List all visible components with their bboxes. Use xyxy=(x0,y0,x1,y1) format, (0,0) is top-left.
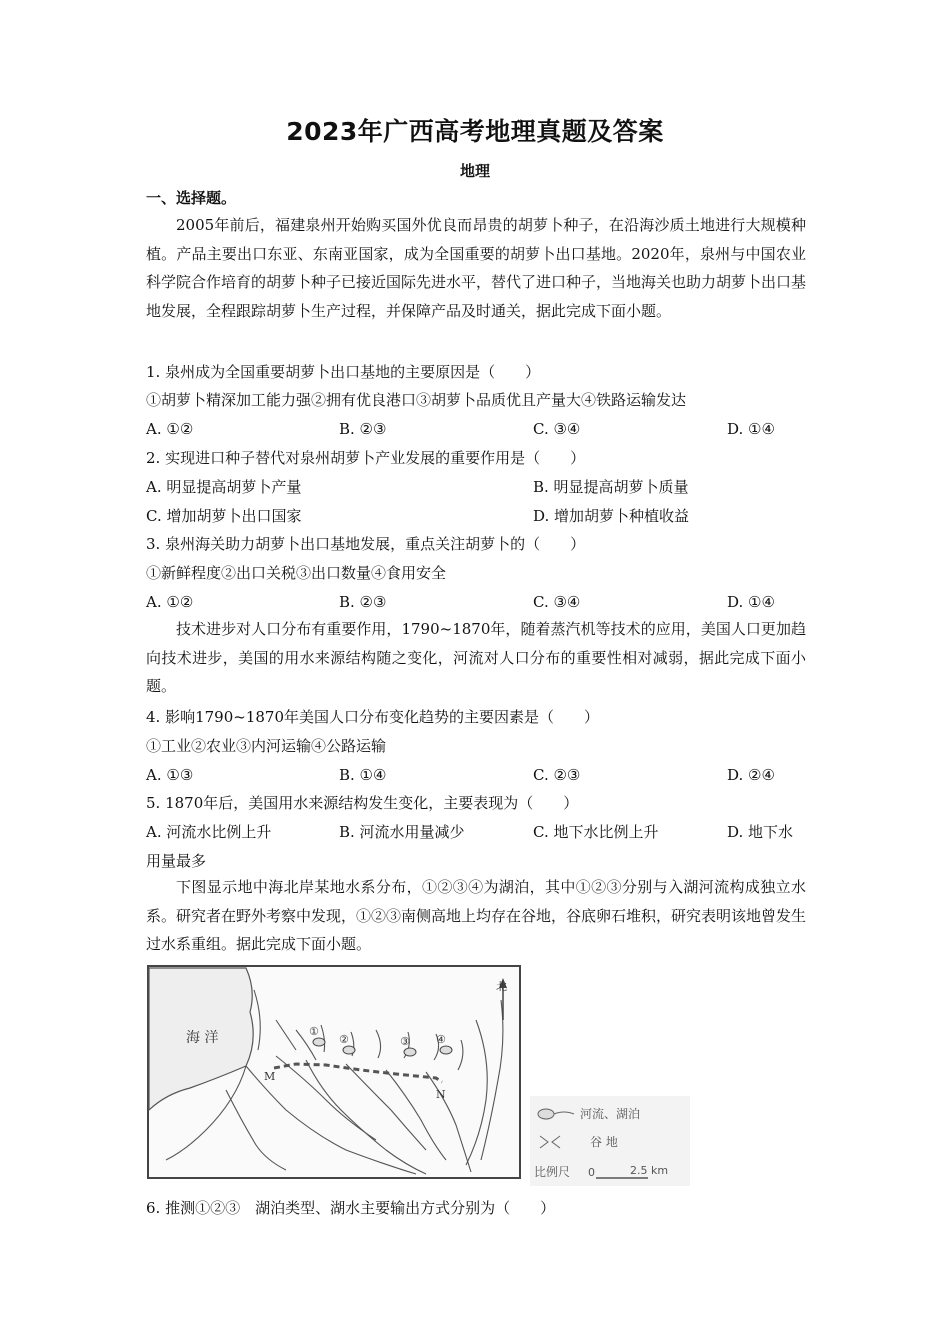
question-1-items: ①胡萝卜精深加工能力强②拥有优良港口③胡萝卜品质优且产量大④铁路运输发达 xyxy=(146,391,687,409)
q3-option-a: A. ①② xyxy=(146,593,194,611)
q4-option-b: B. ①④ xyxy=(339,766,387,784)
legend-graphic xyxy=(530,1096,690,1186)
passage-3: 下图显示地中海北岸某地水系分布，①②③④为湖泊，其中①②③分别与入湖河流构成独立水系。研究者在野外考察中发现，①②③南侧高地上均存在谷地，谷底卵石堆积，研究表明该地曾发生过水系重组。据此完成下面小题。 xyxy=(146,878,807,954)
q1-option-d: D. ①④ xyxy=(727,420,775,438)
lake-3-label: ③ xyxy=(400,1035,410,1048)
q5-option-b: B. 河流水用量减少 xyxy=(339,823,465,841)
question-5-stem: 5. 1870年后，美国用水来源结构发生变化，主要表现为（ ） xyxy=(146,794,579,812)
lake-2-label: ② xyxy=(339,1033,349,1046)
lake-4-label: ④ xyxy=(436,1033,446,1046)
map-legend xyxy=(530,1096,690,1186)
question-2-stem: 2. 实现进口种子替代对泉州胡萝卜产业发展的重要作用是（ ） xyxy=(146,449,586,467)
q5-option-d-continued: 用量最多 xyxy=(146,852,207,870)
scale-value: 2.5 km xyxy=(630,1164,669,1177)
question-6-stem: 6. 推测①②③ 湖泊类型、湖水主要输出方式分别为（ ） xyxy=(146,1199,556,1217)
lake-2 xyxy=(343,1046,355,1054)
q1-option-a: A. ①② xyxy=(146,420,194,438)
q3-option-d: D. ①④ xyxy=(727,593,775,611)
question-3-stem: 3. 泉州海关助力胡萝卜出口基地发展，重点关注胡萝卜的（ ） xyxy=(146,535,586,553)
lake-3 xyxy=(404,1048,416,1056)
q5-option-d: D. 地下水 xyxy=(727,823,794,841)
subject-heading: 地理 xyxy=(459,162,490,180)
q1-option-c: C. ③④ xyxy=(533,420,581,438)
q3-option-b: B. ②③ xyxy=(339,593,387,611)
ocean-label: 海 洋 xyxy=(186,1030,219,1046)
q2-option-c: C. 增加胡萝卜出口国家 xyxy=(146,507,302,525)
q5-option-a: A. 河流水比例上升 xyxy=(146,823,272,841)
scale-label: 比例尺 xyxy=(534,1165,571,1179)
q2-option-d: D. 增加胡萝卜种植收益 xyxy=(533,507,690,525)
q3-option-c: C. ③④ xyxy=(533,593,581,611)
scale-zero: 0 xyxy=(588,1166,595,1179)
q2-option-a: A. 明显提高胡萝卜产量 xyxy=(146,478,302,496)
q4-option-a: A. ①③ xyxy=(146,766,194,784)
question-4-items: ①工业②农业③内河运输④公路运输 xyxy=(146,737,387,755)
legend-river-label: 河流、湖泊 xyxy=(580,1107,641,1121)
lake-1-label: ① xyxy=(309,1025,319,1038)
q4-option-c: C. ②③ xyxy=(533,766,581,784)
q5-option-c: C. 地下水比例上升 xyxy=(533,823,659,841)
north-label: 北 xyxy=(496,980,507,993)
question-1-stem: 1. 泉州成为全国重要胡萝卜出口基地的主要原因是（ ） xyxy=(146,363,541,381)
page-title: 2023年广西高考地理真题及答案 xyxy=(286,117,664,146)
passage-2: 技术进步对人口分布有重要作用，1790~1870年，随着蒸汽机等技术的应用，美国人口更加趋向技术进步，美国的用水来源结构随之变化，河流对人口分布的重要性相对减弱，据此完成下面小题。 xyxy=(146,620,806,696)
q1-option-b: B. ②③ xyxy=(339,420,387,438)
legend-valley-label: 谷 地 xyxy=(590,1135,618,1149)
legend-lake-symbol xyxy=(538,1109,554,1119)
q4-option-d: D. ②④ xyxy=(727,766,775,784)
lake-1 xyxy=(313,1038,325,1046)
question-4-stem: 4. 影响1790~1870年美国人口分布变化趋势的主要因素是（ ） xyxy=(146,708,599,726)
point-n-label: N xyxy=(436,1088,446,1101)
q2-option-b: B. 明显提高胡萝卜质量 xyxy=(533,478,689,496)
question-3-items: ①新鲜程度②出口关税③出口数量④食用安全 xyxy=(146,564,447,582)
section-heading: 一、选择题。 xyxy=(146,189,237,207)
point-m-label: M xyxy=(264,1070,276,1083)
lake-4 xyxy=(440,1046,452,1054)
passage-1: 2005年前后，福建泉州开始购买国外优良而昂贵的胡萝卜种子，在沿海沙质土地进行大规模种植。产品主要出口东亚、东南亚国家，成为全国重要的胡萝卜出口基地。2020年，泉州与中国农业科学院合作培育的胡萝卜种子已接近国际先进水平，替代了进口种子，当地海关也助力胡萝卜出口基地发展，全程跟踪胡萝卜生产过程，并保障产品及时通关，据此完成下面小题。 xyxy=(146,216,807,321)
